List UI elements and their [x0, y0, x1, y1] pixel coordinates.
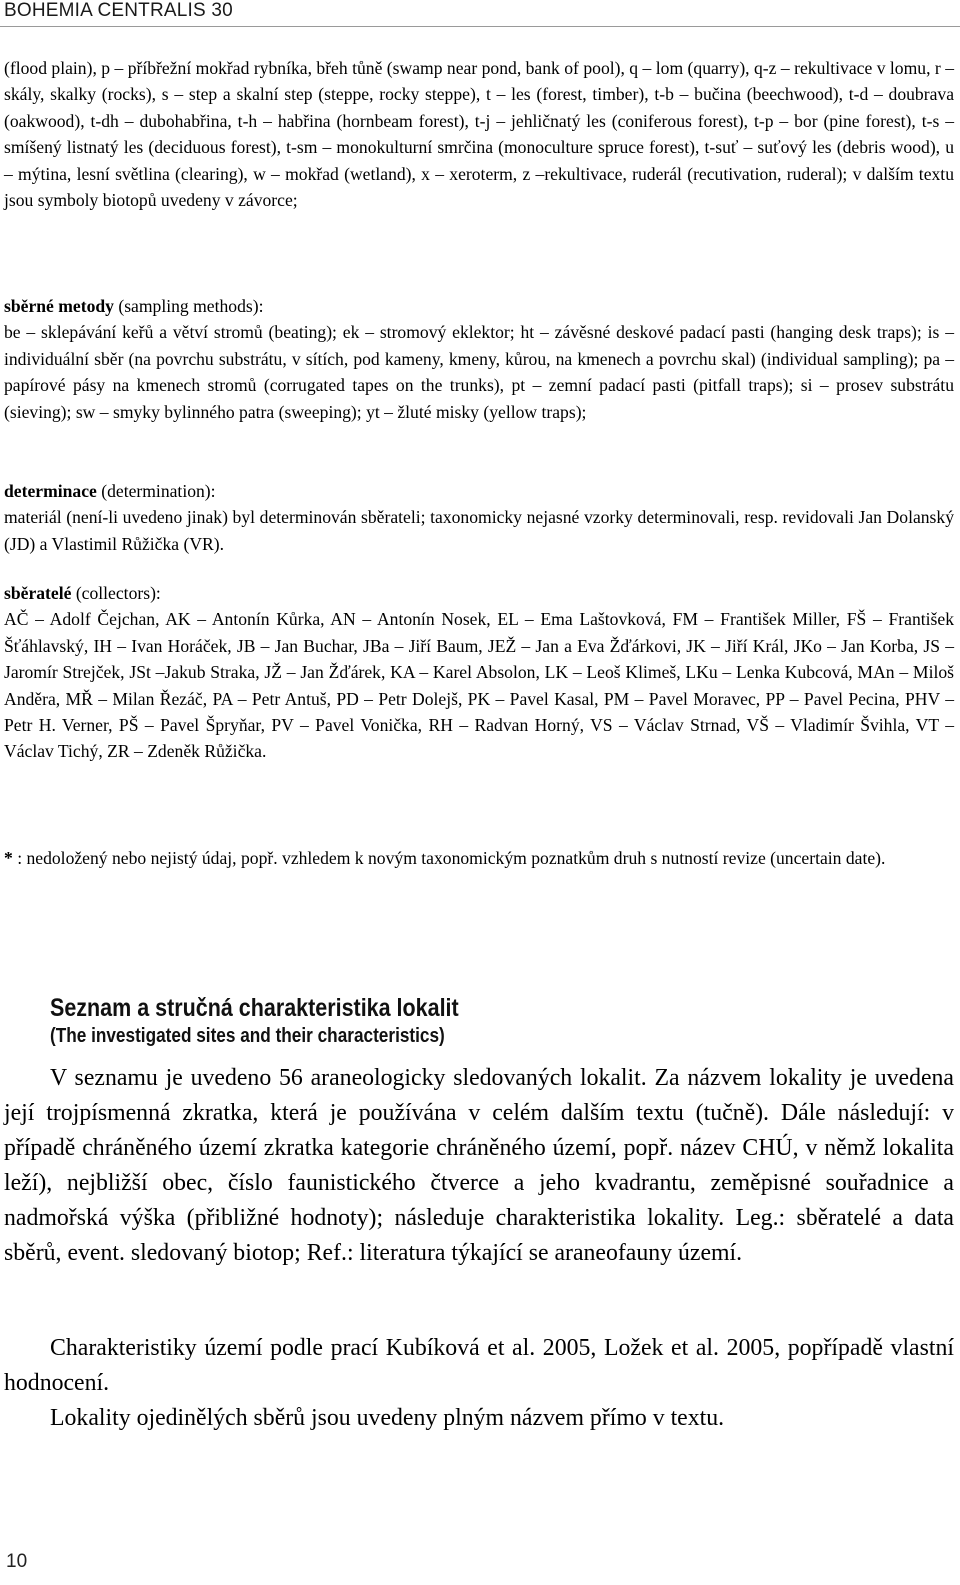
note-star: *	[4, 848, 13, 868]
collectors-heading: sběratelé	[4, 583, 72, 603]
determination-paragraph	[4, 478, 954, 557]
note-text: : nedoložený nebo nejistý údaj, popř. vzhledem k novým taxonomickým poznatkům druh s nutností revize (uncertain date).	[12, 848, 886, 868]
sampling-methods-paragraph	[4, 293, 954, 425]
page-number: 10	[6, 1551, 28, 1572]
uncertain-note	[4, 845, 954, 871]
section-title: Seznam a stručná charakteristika lokalit	[50, 994, 459, 1022]
section-subtitle: (The investigated sites and their characteristics)	[50, 1025, 445, 1047]
header-rule	[0, 26, 960, 27]
sites-characteristics-paragraph: Charakteristiky území podle prací Kubíková et al. 2005, Ložek et al. 2005, popřípadě vlastní hodnocení.	[4, 1335, 954, 1396]
habitat-abbreviations-paragraph: (flood plain), p – příbřežní mokřad rybníka, břeh tůně (swamp near pond, bank of pool), q – lom (quarry), q-z – rekultivace v lomu, r – skály, skalky (rocks), s – step a skalní step (steppe, rocky steppe), t – les (forest, timber), t-b – bučina (beechwood), t-d – doubrava (oakwood), t-dh – dubohabřina, t-h – habřina (hornbeam forest), t-j – jehličnatý les (coniferous forest), t-p – bor (pine forest), t-s – smíšený listnatý les (deciduous forest), t-sm – monokulturní smrčina (monoculture spruce forest), t-suť – suťový les (debris wood), u – mýtina, lesní světlina (clearing), w – mokřad (wetland), x – xeroterm, z –rekultivace, ruderál (recutivation, ruderal); v dalším textu jsou symboly biotopů uvedeny v závorce;	[4, 58, 954, 211]
determination-heading: determinace	[4, 481, 97, 501]
running-header: BOHEMIA CENTRALIS 30	[4, 0, 233, 21]
determination-heading-en: (determination):	[96, 481, 216, 501]
collectors-text: AČ – Adolf Čejchan, AK – Antonín Kůrka, AN – Antonín Nosek, EL – Ema Laštovková, FM – František Miller, FŠ – František Šťáhlavský, IH – Ivan Horáček, JB – Jan Buchar, JBa – Jiří Baum, JEŽ – Jan a Eva Žďárkovi, JK – Jiří Král, JKo – Jan Korba, JS – Jaromír Strejček, JSt –Jakub Straka, JŽ – Jan Žďárek, KA – Karel Absolon, LK – Leoš Klimeš, LKu – Lenka Kubcová, MAn – Miloš Anděra, MŘ – Milan Řezáč, PA – Petr Antuš, PD – Petr Dolejš, PK – Pavel Kasal, PM – Pavel Moravec, PP – Pavel Pecina, PHV – Petr H. Verner, PŠ – Pavel Špryňar, PV – Pavel Vonička, RH – Radvan Horný, VS – Václav Strnad, VŠ – Vladimír Švihla, VT – Václav Tichý, ZR – Zdeněk Růžička.	[4, 609, 954, 762]
sampling-methods-text: be – sklepávání keřů a větví stromů (beating); ek – stromový eklektor; ht – závěsné deskové padací pasti (hanging desk traps); is – individuální sběr (na povrchu substrátu, v sítích, pod kameny, kmeny, kůrou, na kmenech a povrchu skal) (individual sampling); pa – papírové pásy na kmenech stromů (corrugated tapes on the trunks), pt – zemní padací pasti (pitfall traps); si – prosev substrátu (sieving); sw – smyky bylinného patra (sweeping); yt – žluté misky (yellow traps);	[4, 322, 954, 422]
sites-single-collections-paragraph: Lokality ojedinělých sběrů jsou uvedeny plným názvem přímo v textu.	[50, 1405, 725, 1431]
collectors-heading-en: (collectors):	[71, 583, 161, 603]
sampling-methods-heading: sběrné metody	[4, 296, 114, 316]
sampling-methods-heading-en: (sampling methods):	[113, 296, 264, 316]
collectors-paragraph	[4, 580, 954, 765]
determination-text: materiál (není-li uvedeno jinak) byl determinován sběrateli; taxonomicky nejasné vzorky determinovali, resp. revidovali Jan Dolanský (JD) a Vlastimil Růžička (VR).	[4, 507, 954, 554]
sites-intro-paragraph: V seznamu je uvedeno 56 araneologicky sledovaných lokalit. Za názvem lokality je uvedena její trojpísmenná zkratka, která je používána v celém dalším textu (tučně). Dále následují: v případě chráněného území zkratka kategorie chráněného území, popř. název CHÚ, v němž lokalita leží), nejbližší obec, číslo faunistického čtverce a jeho kvadrantu, zeměpisné souřadnice a nadmořská výška (přibližné hodnoty); následuje charakteristika lokality. Leg.: sběratelé a data sběrů, event. sledovaný biotop; Ref.: literatura týkající se araneofauny území.	[4, 1065, 954, 1266]
